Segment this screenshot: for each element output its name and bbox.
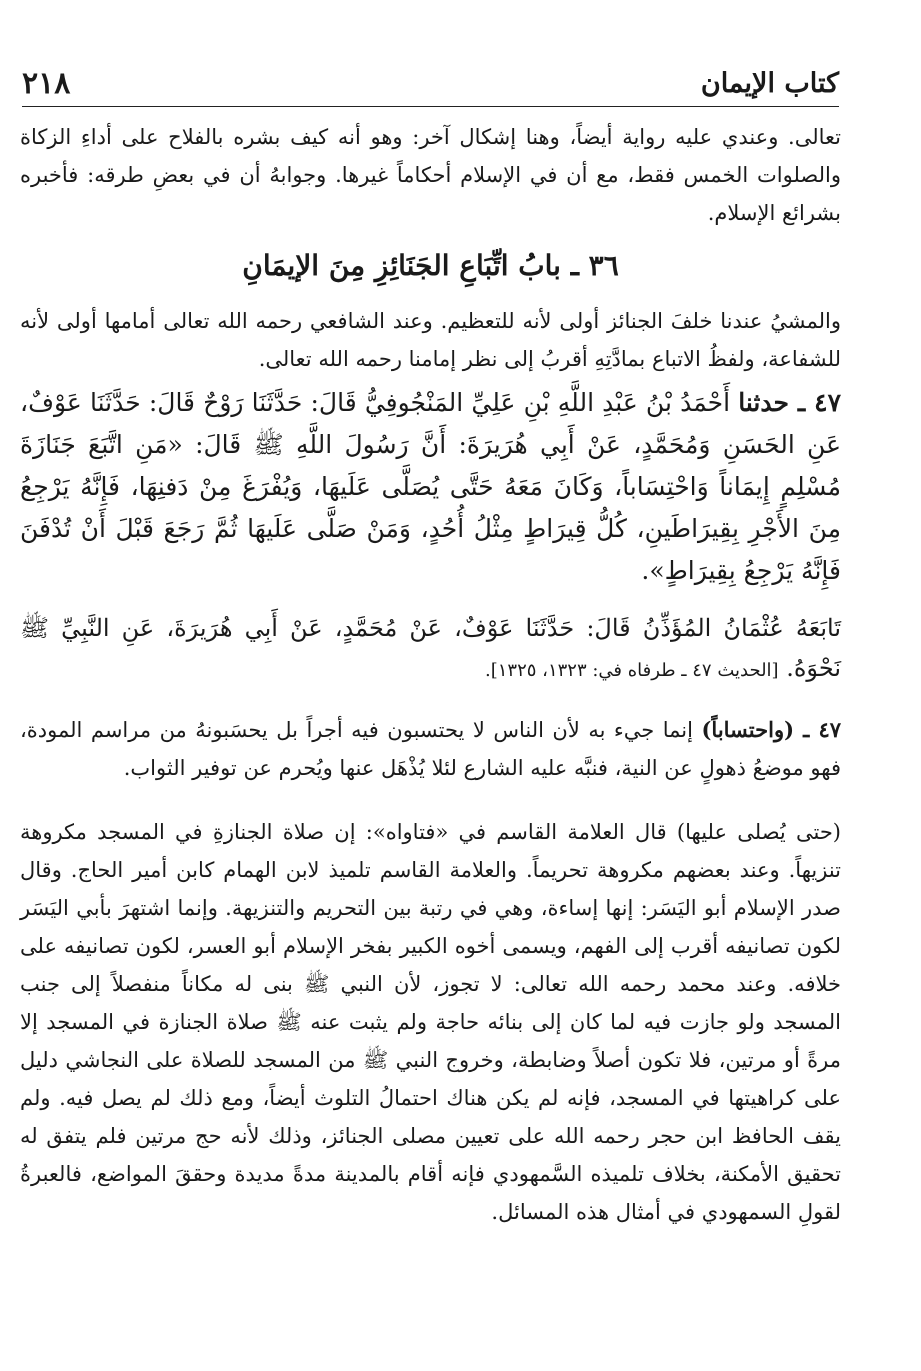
commentary-term: ٤٧ ـ (واحتساباً)	[701, 717, 841, 742]
page-content	[20, 118, 841, 1231]
chapter-intro-paragraph: والمشيُ عندنا خلفَ الجنائز أولى لأنه للتعظيم. وعند الشافعي رحمه الله تعالى أمامها أولى لأنه للشفاعة، ولفظُ الاتباع بمادَّتِهِ أقربُ إلى نظر إمامنا رحمه الله تعالى.	[20, 309, 841, 371]
page-number: ٢١٨	[22, 66, 71, 101]
commentary-paragraph	[20, 813, 841, 1231]
chapter-title: ٣٦ ـ بابُ اتِّبَاعِ الجَنَائِزِ مِنَ الإيمَانِ	[242, 249, 619, 282]
commentary-paragraph	[20, 711, 841, 787]
hadith-text	[20, 382, 841, 592]
hadith-number: ٤٧ ـ حدثنا	[738, 388, 841, 417]
hadith-reference: [الحديث ٤٧ ـ طرفاه في: ١٣٢٣، ١٣٢٥].	[485, 660, 779, 681]
book-title: كتاب الإيمان	[700, 68, 839, 99]
commentary-term: (حتى يُصلى عليها)	[676, 820, 841, 844]
page-header	[22, 62, 839, 107]
commentary-text: إنما جيء به لأن الناس لا يحتسبون فيه أجراً بل يحسَبونهُ من مراسم المودة، فهو موضعُ ذهولٍ عن النية، فنبَّه عليه الشارع لئلا يُذْهَل عنها ويُحرم عن توفير الثواب.	[20, 718, 841, 780]
intro-paragraph: تعالى. وعندي عليه رواية أيضاً، وهنا إشكال آخر: وهو أنه كيف بشره بالفلاح على أداءِ الزكاة والصلوات الخمس فقط، مع أن في الإسلام أحكاماً غيرها. وجوابهُ أن في بعضِ طرقه: فأخبره بشرائع الإسلام.	[20, 125, 841, 225]
hadith-follow-up	[20, 608, 841, 691]
hadith-body: أَحْمَدُ بْنُ عَبْدِ اللَّهِ بْنِ عَلِيِّ المَنْجُوفِيُّ قَالَ: حَدَّثَنَا رَوْحٌ قَالَ: حَدَّثَنَا عَوْفٌ، عَنِ الحَسَنِ وَمُحَمَّدٍ، عَنْ أَبِي هُرَيرَةَ: أَنَّ رَسُولَ اللَّهِ ﷺ قَالَ: «مَنِ اتَّبَعَ جَنَازَةَ مُسْلِمٍ إِيمَاناً وَاحْتِسَاباً، وَكَانَ مَعَهُ حَتَّى يُصَلَّى عَلَيهَا، وَيُفْرَغَ مِنْ دَفنِهَا، فَإِنَّهُ يَرْجِعُ مِنَ الأَجْرِ بِقِيرَاطَينِ، كُلُّ قِيرَاطٍ مِثْلُ أُحُدٍ، وَمَنْ صَلَّى عَلَيهَا ثُمَّ رَجَعَ قَبْلَ أَنْ تُدْفَنَ فَإِنَّهُ يَرْجِعُ بِقِيرَاطٍ».	[20, 388, 841, 585]
commentary-text: قال العلامة القاسم في «فتاواه»: إن صلاة الجنازةِ في المسجد مكروهة تنزيهاً. وعند بعضهم مكروهة تحريماً. والعلامة القاسم تلميذ لابن الهمام كابن أمير الحاج. وقال صدر الإسلام أبو اليَسَر: إنها إساءة، وهي في رتبة بين التحريم والتنزيهة. وإنما اشتهرَ بأبي اليَسَر لكون تصانيفه أقرب إلى الفهم، ويسمى أخوه الكبير بفخر الإسلام أبو العسر، لكون تصانيفه على خلافه. وعند محمد رحمه الله تعالى: لا تجوز، لأن النبي ﷺ بنى له مكاناً منفصلاً إلى جنب المسجد ولو جازت فيه لما كان إلى بنائه حاجة ولم يثبت عنه ﷺ صلاة الجنازة في المسجد إلا مرةً أو مرتين، فلا تكون أصلاً وضابطة، وخروج النبي ﷺ من المسجد للصلاة على النجاشي دليل على كراهيتها في المسجد، فإنه لم يكن هناك احتمالُ التلوث أيضاً، ومع ذلك لم يصل فيه. ولم يقف الحافظ ابن حجر رحمه الله على تعيين مصلى الجنائز، وذلك لأنه حج مرتين فلم يتفق له تحقيق الأمكنة، بخلاف تلميذه السَّمهودي فإنه أقام بالمدينة مدةً مديدة وحققَ المواضع، فالعبرةُ لقولِ السمهودي في أمثال هذه المسائل.	[20, 820, 841, 1224]
follow-up-text: تَابَعَهُ عُثْمَانُ المُؤَذِّنُ قَالَ: حَدَّثَنَا عَوْفٌ، عَنْ مُحَمَّدٍ، عَنْ أَبِي هُرَيرَةَ، عَنِ النَّبِيِّ ﷺ نَحْوَهُ.	[20, 614, 842, 682]
